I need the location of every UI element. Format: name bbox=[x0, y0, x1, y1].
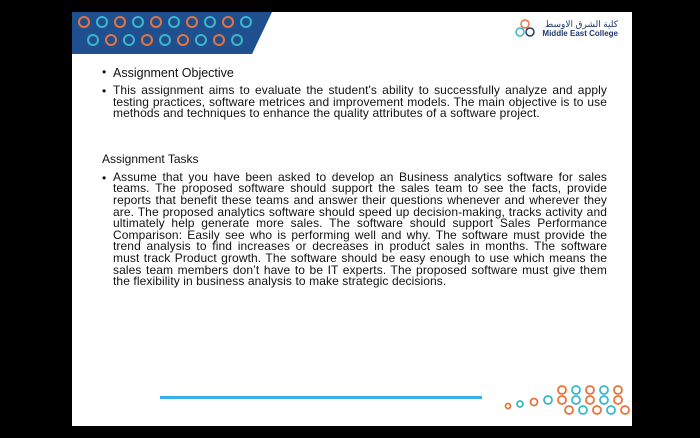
bottom-accent-line bbox=[160, 396, 482, 399]
college-logo-icon bbox=[514, 18, 536, 40]
bullet-icon: • bbox=[102, 65, 107, 79]
objective-text: This assignment aims to evaluate the student's ability to successfully analyze and apply testing practices, software metrices and improvement models. The main objective is to use methods and techniques to enhance the quality attributes of a software project. bbox=[113, 83, 607, 121]
tasks-heading: Assignment Tasks bbox=[102, 151, 199, 166]
tasks-text: Assume that you have been asked to develop an Business analytics software for sales teams. The proposed software should support the sales team to see the facts, provide reports that benefit these teams and answer their questions whenever and wherever they are. The proposed analytics software should speed up decision-making, tracks activity and ultimately help generate more sales. The software should support Sales Performance Comparison: Easily see who is performing well and why. The software must provide the trend analysis to find increases or decreases in product sales in months. The software must track Product growth. The software should be easy enough to use which means the sales team members don’t have to be IT experts. The proposed software must give them the flexibility in business analysis to make strategic decisions. bbox=[113, 169, 607, 289]
slide bbox=[72, 12, 632, 426]
logo-english-name: Middle East College bbox=[542, 29, 618, 38]
objective-heading: Assignment Objective bbox=[113, 66, 234, 80]
tasks-paragraph-row bbox=[102, 169, 607, 289]
slide-content bbox=[102, 66, 607, 288]
objective-paragraph-row bbox=[102, 85, 607, 120]
college-logo bbox=[514, 18, 618, 40]
bullet-icon: • bbox=[102, 84, 107, 98]
bottom-decorative-pattern bbox=[480, 380, 632, 418]
logo-arabic-name: كلية الشرق الاوسط bbox=[544, 19, 618, 29]
top-decorative-pattern bbox=[72, 12, 272, 54]
bullet-icon: • bbox=[102, 170, 107, 185]
objective-heading-row bbox=[102, 66, 607, 80]
